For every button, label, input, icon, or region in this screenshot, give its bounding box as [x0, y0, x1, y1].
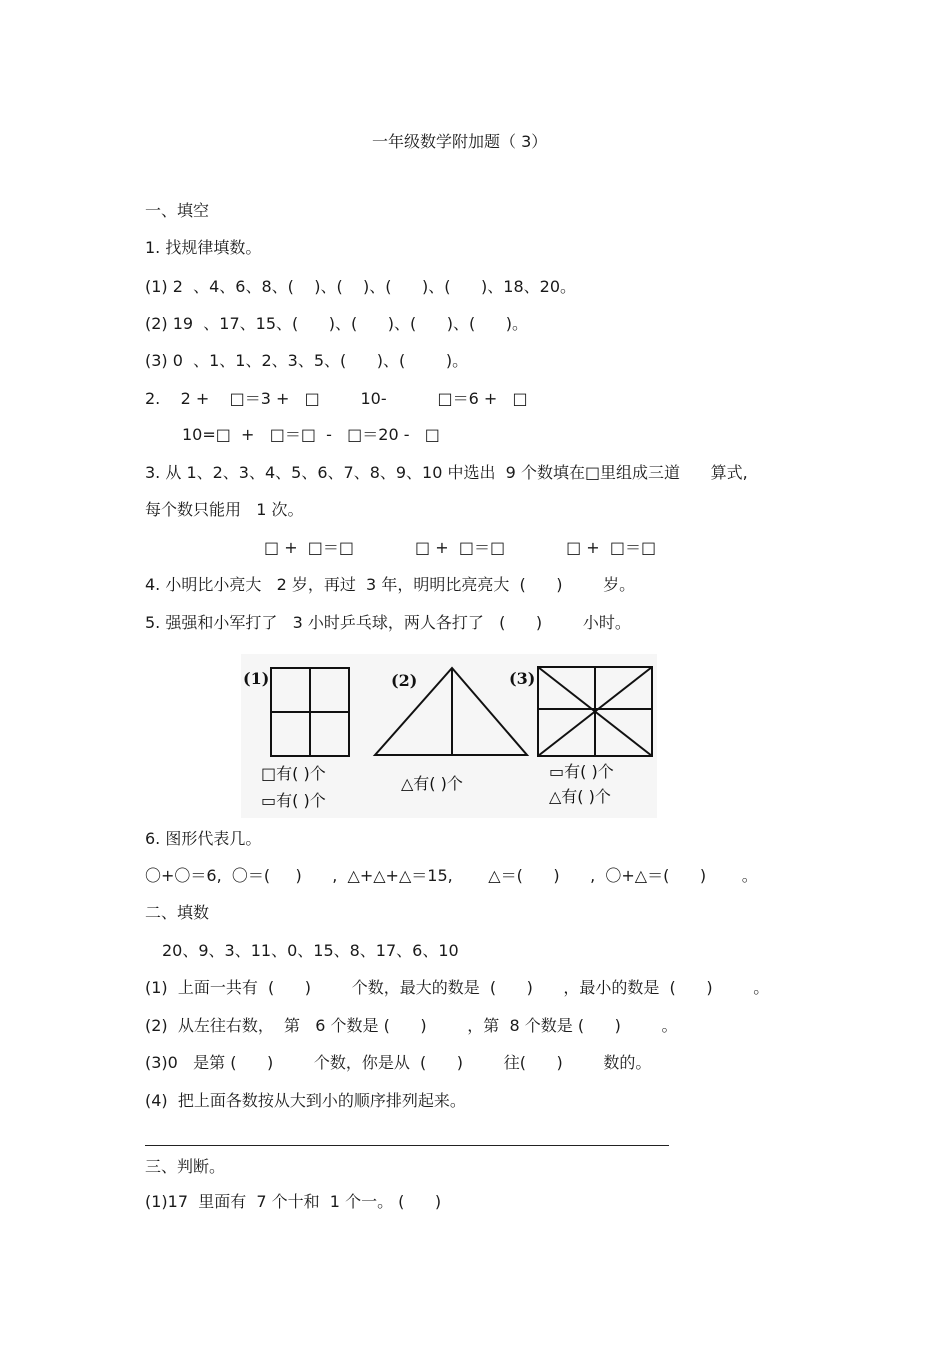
- question-3-boxes: □ + □＝□ □ + □＝□ □ + □＝□: [264, 538, 657, 557]
- question-6-equations: 〇+〇＝6, 〇＝( ) , △+△+△＝15, △＝( ) , 〇+△＝( ) 。: [145, 866, 758, 885]
- section-2-question-4: (4) 把上面各数按从大到小的顺序排列起来。: [145, 1091, 466, 1110]
- question-5: 5. 强强和小军打了 3 小时乒乓球，两人各打了 ( ) 小时。: [145, 613, 631, 632]
- question-1: 1. 找规律填数。: [145, 238, 262, 257]
- question-1-1: (1) 2 、4、6、8、( )、( )、( )、( )、18、20。: [145, 277, 577, 296]
- figure-label-1: (1): [243, 669, 270, 688]
- number-list: 20、9、3、11、0、15、8、17、6、10: [162, 941, 459, 960]
- section-3-question-1: (1)17 里面有 7 个十和 1 个一。 ( ): [145, 1192, 442, 1211]
- section-3-heading: 三、判断。: [145, 1157, 226, 1176]
- figure-label-2: (2): [391, 671, 418, 690]
- fig3-triangle-count: △有( )个: [549, 787, 611, 806]
- fig1-rect-count: ▭有( )个: [261, 791, 326, 810]
- question-1-3: (3) 0 、1、1、2、3、5、( )、( )。: [145, 351, 469, 370]
- question-1-2: (2) 19 、17、15、( )、( )、( )、( )。: [145, 314, 529, 333]
- section-2-question-1: (1) 上面一共有 ( ) 个数，最大的数是 ( ) ，最小的数是 ( ) 。: [145, 978, 770, 997]
- question-2-line-2: 10=□ + □＝□ - □＝20 - □: [182, 425, 440, 444]
- section-2-heading: 二、填数: [145, 903, 210, 922]
- section-2-question-3: (3)0 是第 ( ) 个数，你是从 ( ) 往( ) 数的。: [145, 1053, 652, 1072]
- page-title: 一年级数学附加题（ 3）: [372, 132, 548, 151]
- answer-line: [145, 1145, 669, 1146]
- question-3-line-1: 3. 从 1、2、3、4、5、6、7、8、9、10 中选出 9 个数填在□里组成三道 算式,: [145, 463, 748, 482]
- question-2-line-1: 2. 2 + □＝3 + □ 10- □＝6 + □: [145, 389, 528, 408]
- question-6: 6. 图形代表几。: [145, 829, 262, 848]
- section-2-question-2: (2) 从左往右数， 第 6 个数是 ( ) ，第 8 个数是 ( ) 。: [145, 1016, 678, 1035]
- question-4: 4. 小明比小亮大 2 岁，再过 3 年，明明比亮亮大 ( ) 岁。: [145, 575, 636, 594]
- fig3-rect-count: ▭有( )个: [549, 762, 614, 781]
- figure-label-3: (3): [509, 669, 536, 688]
- question-3-line-2: 每个数只能用 1 次。: [145, 500, 304, 519]
- shapes-figure: [241, 654, 657, 818]
- section-1-heading: 一、填空: [145, 201, 210, 220]
- fig1-square-count: □有( )个: [261, 764, 326, 783]
- fig2-triangle-count: △有( )个: [401, 774, 463, 793]
